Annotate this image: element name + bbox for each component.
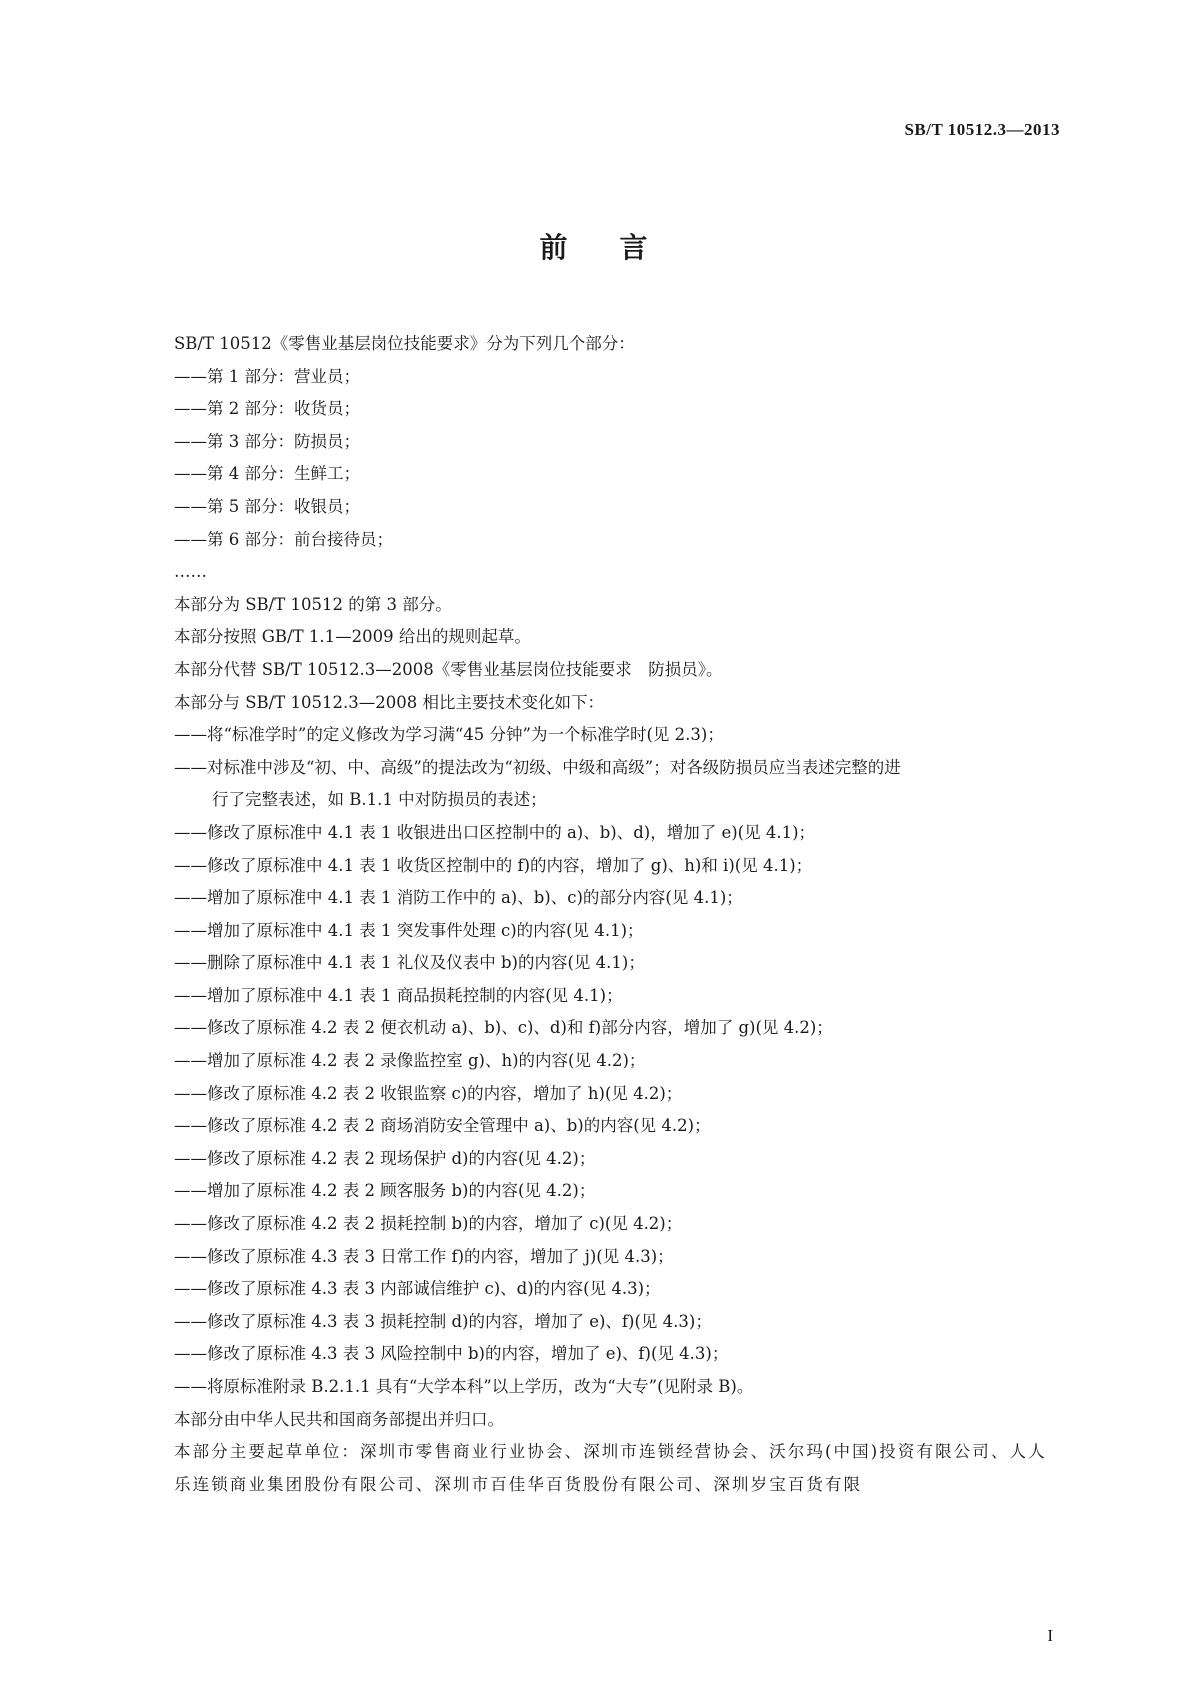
change-item: ——修改了原标准 4.3 表 3 内部诚信维护 c)、d)的内容(见 4.3)； — [174, 1279, 661, 1299]
paragraph-line: SB/T 10512《零售业基层岗位技能要求》分为下列几个部分： — [174, 334, 635, 353]
page-number: I — [1047, 1626, 1053, 1645]
change-item: ——修改了原标准 4.2 表 2 便衣机动 a)、b)、c)、d)和 f)部分内容，增加了 g)(见 4.2)； — [174, 1018, 833, 1038]
change-item: ——增加了原标准 4.2 表 2 顾客服务 b)的内容(见 4.2)； — [174, 1181, 596, 1201]
ellipsis: …… — [174, 562, 207, 582]
change-item-continuation: 行了完整表述，如 B.1.1 中对防损员的表述； — [212, 790, 547, 810]
change-item: ——修改了原标准 4.2 表 2 现场保护 d)的内容(见 4.2)； — [174, 1148, 596, 1168]
paragraph-line: 本部分与 SB/T 10512.3—2008 相比主要技术变化如下： — [174, 692, 604, 712]
drafting-units-paragraph: 本部分主要起草单位：深圳市零售商业行业协会、深圳市连锁经营协会、沃尔玛(中国)投资有限公司、人人乐连锁商业集团股份有限公司、深圳市百佳华百货股份有限公司、深圳岁宝百货有限 — [174, 1442, 1047, 1494]
title-char-2: 言 — [619, 231, 652, 264]
list-item: ——第 6 部分：前台接待员； — [174, 529, 393, 549]
change-item: ——将原标准附录 B.2.1.1 具有“大学本科”以上学历，改为“大专”(见附录 B)。 — [174, 1377, 754, 1396]
paragraph-line: 本部分按照 GB/T 1.1—2009 给出的规则起草。 — [174, 627, 531, 647]
standard-code: SB/T 10512.3—2013 — [904, 120, 1060, 139]
change-item: ——增加了原标准 4.2 表 2 录像监控室 g)、h)的内容(见 4.2)； — [174, 1051, 646, 1071]
change-item: ——删除了原标准中 4.1 表 1 礼仪及仪表中 b)的内容(见 4.1)； — [174, 953, 645, 973]
change-item: ——增加了原标准中 4.1 表 1 突发事件处理 c)的内容(见 4.1)； — [174, 920, 644, 940]
paragraph-line: 本部分为 SB/T 10512 的第 3 部分。 — [174, 594, 452, 614]
list-item: ——第 4 部分：生鲜工； — [174, 464, 360, 484]
paragraph-line: 本部分由中华人民共和国商务部提出并归口。 — [174, 1409, 504, 1429]
change-item: ——修改了原标准中 4.1 表 1 收银进出口区控制中的 a)、b)、d)，增加了 e)(见 4.1)； — [174, 822, 816, 842]
foreword-body — [174, 328, 1054, 1501]
change-item: ——修改了原标准 4.3 表 3 风险控制中 b)的内容，增加了 e)、f)(见 4.3)； — [174, 1344, 729, 1364]
list-item: ——第 5 部分：收银员； — [174, 496, 360, 516]
list-item: ——第 1 部分：营业员； — [174, 366, 360, 386]
change-item: ——增加了原标准中 4.1 表 1 商品损耗控制的内容(见 4.1)； — [174, 985, 623, 1005]
paragraph-line: 本部分代替 SB/T 10512.3—2008《零售业基层岗位技能要求 防损员》。 — [174, 659, 723, 679]
change-item: ——修改了原标准 4.2 表 2 商场消防安全管理中 a)、b)的内容(见 4.2)； — [174, 1116, 711, 1136]
title-char-1: 前 — [539, 231, 572, 264]
page-title — [0, 226, 1191, 266]
list-item: ——第 2 部分：收货员； — [174, 399, 360, 419]
change-item: ——增加了原标准中 4.1 表 1 消防工作中的 a)、b)、c)的部分内容(见 4.1)； — [174, 888, 743, 908]
change-item: ——修改了原标准 4.2 表 2 收银监察 c)的内容，增加了 h)(见 4.2)； — [174, 1083, 683, 1103]
change-item: ——对标准中涉及“初、中、高级”的提法改为“初级、中级和高级”；对各级防损员应当表述完整的进 — [174, 757, 901, 777]
change-item: ——将“标准学时”的定义修改为学习满“45 分钟”为一个标准学时(见 2.3)； — [174, 725, 724, 745]
change-item: ——修改了原标准中 4.1 表 1 收货区控制中的 f)的内容，增加了 g)、h)和 i)(见 4.1)； — [174, 855, 813, 875]
list-item: ——第 3 部分：防损员； — [174, 431, 360, 451]
change-item: ——修改了原标准 4.2 表 2 损耗控制 b)的内容，增加了 c)(见 4.2)； — [174, 1214, 683, 1234]
change-item: ——修改了原标准 4.3 表 3 日常工作 f)的内容，增加了 j)(见 4.3)； — [174, 1246, 674, 1266]
change-item: ——修改了原标准 4.3 表 3 损耗控制 d)的内容，增加了 e)、f)(见 4.3)； — [174, 1311, 712, 1331]
